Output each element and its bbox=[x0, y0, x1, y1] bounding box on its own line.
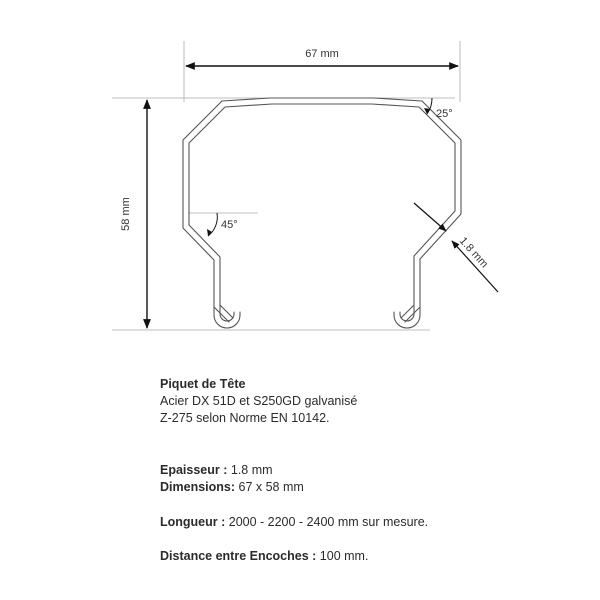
extension-lines bbox=[112, 41, 460, 330]
profile-inner-wall bbox=[189, 104, 455, 318]
notch-spacing-spec-label: Distance entre Encoches : bbox=[160, 549, 317, 563]
length-spec bbox=[160, 514, 428, 531]
dimensions-spec bbox=[160, 479, 304, 496]
side-angle-annotation bbox=[207, 213, 238, 236]
thickness-spec bbox=[160, 462, 273, 479]
height-label: 58 mm bbox=[120, 197, 132, 231]
notch-spacing-spec-value: 100 mm. bbox=[316, 549, 369, 563]
notch-spacing-spec bbox=[160, 548, 368, 565]
dimensions-spec-value: 67 x 58 mm bbox=[235, 480, 304, 494]
width-label: 67 mm bbox=[305, 48, 339, 60]
width-dimension bbox=[186, 48, 458, 66]
material-line-2: Z-275 selon Norme EN 10142. bbox=[160, 411, 330, 425]
length-spec-value: 2000 - 2200 - 2400 mm sur mesure. bbox=[225, 515, 429, 529]
side-angle-label: 45° bbox=[221, 219, 238, 231]
product-title: Piquet de Tête bbox=[160, 377, 246, 391]
length-spec-label: Longueur : bbox=[160, 515, 226, 529]
thickness-callout bbox=[414, 203, 498, 292]
thickness-spec-label: Epaisseur : bbox=[160, 463, 228, 477]
top-angle-label: 25° bbox=[436, 108, 453, 120]
material-line-1: Acier DX 51D et S250GD galvanisé bbox=[160, 394, 358, 408]
thickness-label: 1.8 mm bbox=[456, 234, 491, 271]
dimensions-spec-label: Dimensions: bbox=[160, 480, 236, 494]
profile-outer-wall bbox=[183, 98, 461, 322]
height-dimension bbox=[120, 100, 147, 328]
thickness-spec-value: 1.8 mm bbox=[227, 463, 273, 477]
